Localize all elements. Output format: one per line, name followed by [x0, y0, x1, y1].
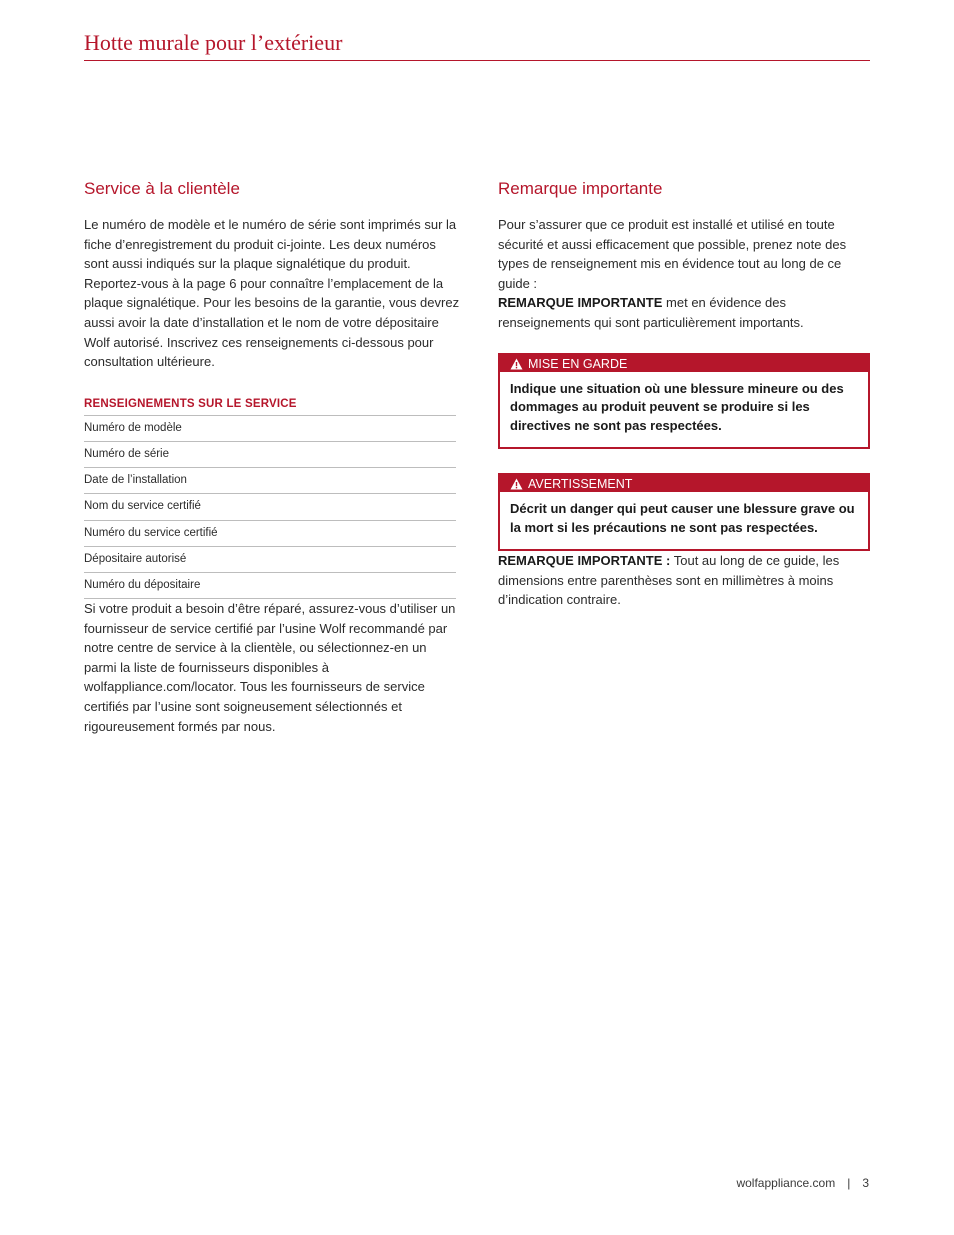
service-info-table: [84, 415, 456, 599]
warning-header: [500, 475, 868, 492]
important-note-label: REMARQUE IMPORTANTE: [498, 295, 663, 311]
dimensions-note-label: REMARQUE IMPORTANTE :: [498, 553, 671, 569]
left-column: [84, 178, 462, 736]
warning-triangle-icon: [510, 478, 523, 490]
service-row-install-date: Date de l’installation: [84, 468, 456, 494]
warning-box: [498, 473, 870, 551]
page-title: Hotte murale pour l’extérieur: [84, 30, 343, 55]
customer-service-heading: Service à la clientèle: [84, 179, 240, 198]
caution-box: [498, 353, 870, 450]
service-row-model-number: Numéro de modèle: [84, 416, 456, 442]
footer-separator: |: [847, 1176, 851, 1190]
page-number: 3: [862, 1176, 869, 1190]
service-row-authorized-dealer: Dépositaire autorisé: [84, 547, 456, 573]
customer-service-intro: Le numéro de modèle et le numéro de série sont imprimés sur la fiche d’enregistrement du produit ci-jointe. Les deux numéros sont aussi indiqués sur la plaque signalétique du produit. Reportez-vous à la page 6 pour connaître l’emplacement de la plaque signalétique. Pour les besoins de la garantie, vous devrez aussi avoir la date d’installation et le nom de votre dépositaire Wolf autorisé. Inscrivez ces renseignements ci-dessous pour consultation ultérieure.: [84, 217, 460, 370]
service-row-certified-service-number: Numéro du service certifié: [84, 521, 456, 547]
service-closing-paragraph: Si votre produit a besoin d’être réparé, assurez-vous d’utiliser un fournisseur de service certifié par l’usine Wolf recommandé par notre centre de service à la clientèle, ou sélectionnez-en un parmi la liste de fournisseurs disponibles à wolfappliance.com/locator. Tous les fournisseurs de service certifiés par l’usine sont soigneusement sélectionnés et rigoureusement formés par nous.: [84, 601, 456, 734]
caution-text: Indique une situation où une blessure mineure ou des dommages au produit peuvent se produire si les directives ne sont pas respectées.: [510, 380, 844, 433]
service-row-certified-service-name: Nom du service certifié: [84, 494, 456, 520]
caution-header: [500, 355, 868, 372]
footer-website: wolfappliance.com: [736, 1176, 836, 1190]
dimensions-note-text: Tout au long de ce guide, les dimensions entre parenthèses sont en millimètres à moins d’indication contraire.: [498, 553, 840, 608]
page-footer: [736, 1176, 869, 1190]
important-note-intro: Pour s’assurer que ce produit est installé et utilisé en toute sécurité et aussi efficacement que possible, prenez note des types de renseignement mis en évidence tout au long de ce guide :: [498, 217, 847, 291]
warning-text: Décrit un danger qui peut causer une blessure grave ou la mort si les précautions ne sont pas respectées.: [510, 501, 855, 535]
important-note-text: met en évidence des renseignements qui sont particulièrement importants.: [498, 295, 804, 330]
dimensions-note: [498, 551, 870, 610]
service-info-heading: RENSEIGNEMENTS SUR LE SERVICE: [84, 397, 297, 410]
warning-triangle-icon: [510, 358, 523, 370]
service-row-dealer-number: Numéro du dépositaire: [84, 573, 456, 599]
important-note-heading: Remarque importante: [498, 179, 663, 198]
right-column: [498, 178, 870, 610]
important-note-definition: [498, 293, 870, 332]
caution-label: MISE EN GARDE: [528, 356, 628, 371]
warning-label: AVERTISSEMENT: [528, 477, 633, 492]
title-divider: [84, 60, 870, 61]
service-row-serial-number: Numéro de série: [84, 442, 456, 468]
